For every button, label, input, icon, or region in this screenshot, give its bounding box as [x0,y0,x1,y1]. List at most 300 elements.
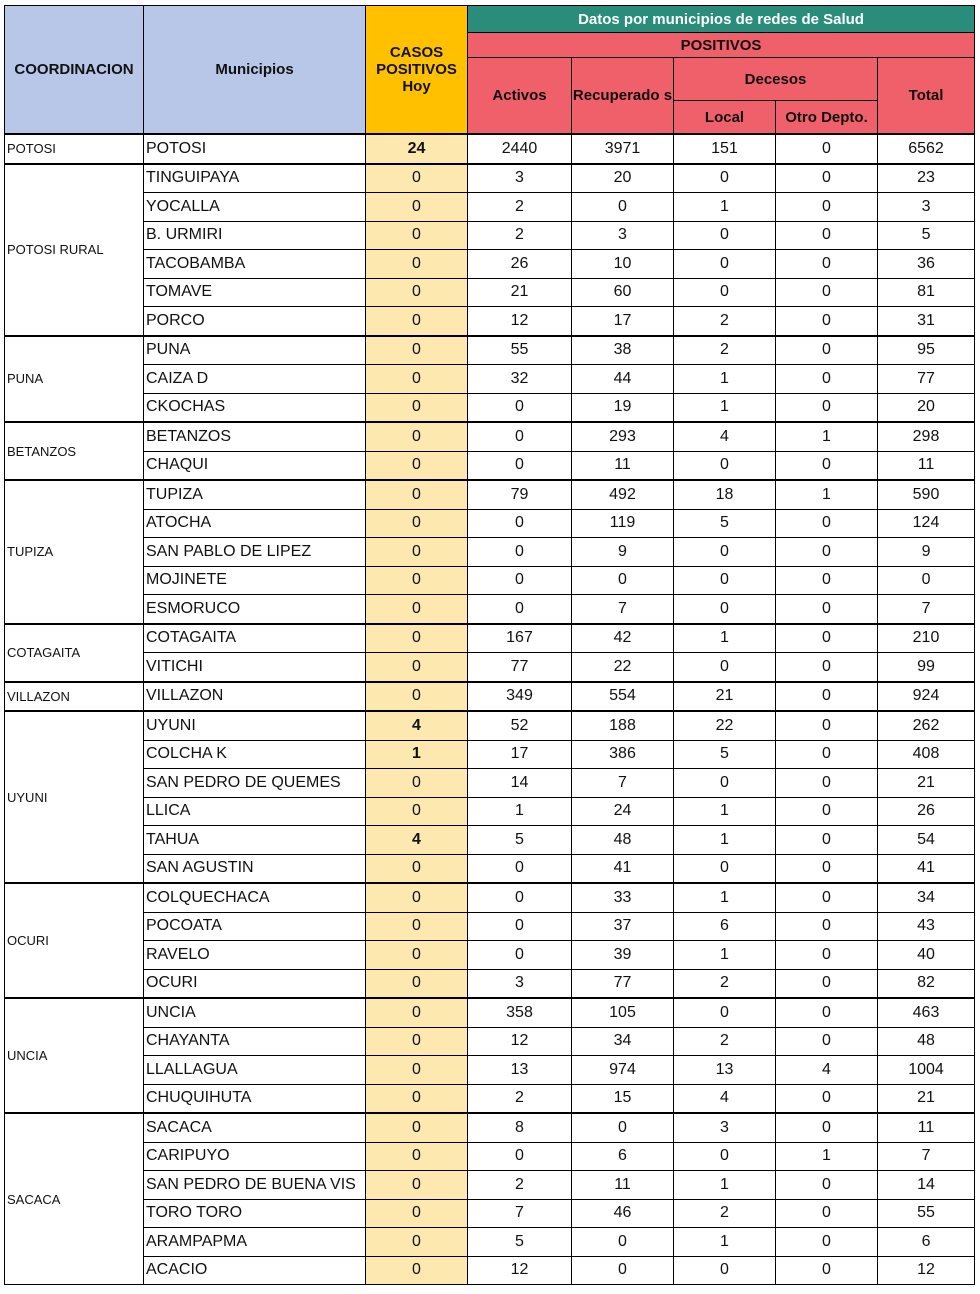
total-cell: 14 [878,1171,975,1200]
decesos-local-cell: 1 [674,193,776,222]
municipio-cell: VILLAZON [144,682,366,712]
municipio-cell: TUPIZA [144,480,366,509]
total-cell: 12 [878,1256,975,1285]
table-row [5,653,975,682]
header-total: Total [878,58,975,135]
casos-hoy-cell: 0 [366,221,468,250]
table-row [5,1199,975,1228]
municipio-cell: UYUNI [144,711,366,740]
table-row [5,969,975,998]
table-row [5,1113,975,1142]
total-cell: 924 [878,682,975,712]
total-cell: 9 [878,538,975,567]
casos-hoy-cell: 0 [366,624,468,653]
casos-hoy-cell: 0 [366,969,468,998]
activos-cell: 77 [468,653,572,682]
municipio-cell: POTOSI [144,134,366,164]
activos-cell: 3 [468,164,572,193]
header-decesos: Decesos [674,58,878,101]
casos-hoy-cell: 0 [366,797,468,826]
recuperados-cell: 41 [572,854,674,883]
activos-cell: 17 [468,740,572,769]
table-row [5,307,975,336]
activos-cell: 5 [468,1228,572,1257]
decesos-otro-cell: 1 [776,1142,878,1171]
decesos-local-cell: 1 [674,365,776,394]
decesos-local-cell: 2 [674,336,776,365]
municipio-cell: ESMORUCO [144,595,366,624]
municipio-cell: CHUQUIHUTA [144,1084,366,1113]
decesos-otro-cell: 0 [776,883,878,912]
municipio-cell: B. URMIRI [144,221,366,250]
decesos-otro-cell: 0 [776,538,878,567]
decesos-local-cell: 22 [674,711,776,740]
coordinacion-cell: VILLAZON [5,682,144,712]
activos-cell: 0 [468,941,572,970]
casos-hoy-cell: 0 [366,1142,468,1171]
decesos-otro-cell: 0 [776,1027,878,1056]
coordinacion-cell: OCURI [5,883,144,998]
decesos-otro-cell: 0 [776,509,878,538]
casos-hoy-cell: 0 [366,941,468,970]
total-cell: 3 [878,193,975,222]
recuperados-cell: 17 [572,307,674,336]
recuperados-cell: 37 [572,912,674,941]
decesos-otro-cell: 0 [776,1171,878,1200]
casos-hoy-cell: 0 [366,769,468,798]
recuperados-cell: 0 [572,566,674,595]
activos-cell: 12 [468,1027,572,1056]
coordinacion-cell: SACACA [5,1113,144,1285]
table-row [5,998,975,1027]
decesos-local-cell: 4 [674,1084,776,1113]
municipio-cell: TACOBAMBA [144,250,366,279]
header-recuperados: Recuperado s [572,58,674,135]
decesos-local-cell: 1 [674,797,776,826]
header-casos-hoy: CASOS POSITIVOS Hoy [366,6,468,135]
total-cell: 124 [878,509,975,538]
municipio-cell: SAN PEDRO DE BUENA VIS [144,1171,366,1200]
header-datos-redes: Datos por municipios de redes de Salud [468,6,975,33]
total-cell: 41 [878,854,975,883]
casos-hoy-cell: 0 [366,193,468,222]
decesos-otro-cell: 0 [776,826,878,855]
municipio-cell: SAN PEDRO DE QUEMES [144,769,366,798]
coordinacion-cell: PUNA [5,336,144,423]
recuperados-cell: 39 [572,941,674,970]
activos-cell: 0 [468,509,572,538]
casos-hoy-cell: 0 [366,307,468,336]
recuperados-cell: 119 [572,509,674,538]
municipio-cell: TAHUA [144,826,366,855]
table-row [5,912,975,941]
table-row [5,595,975,624]
decesos-local-cell: 18 [674,480,776,509]
decesos-otro-cell: 0 [776,998,878,1027]
table-row [5,883,975,912]
activos-cell: 3 [468,969,572,998]
activos-cell: 0 [468,595,572,624]
decesos-otro-cell: 0 [776,193,878,222]
decesos-otro-cell: 0 [776,1256,878,1285]
header-activos: Activos [468,58,572,135]
municipio-cell: CKOCHAS [144,393,366,422]
decesos-local-cell: 0 [674,998,776,1027]
municipio-cell: CHAQUI [144,451,366,480]
casos-hoy-cell: 0 [366,451,468,480]
table-row [5,134,975,164]
table-row [5,422,975,451]
recuperados-cell: 22 [572,653,674,682]
casos-hoy-cell: 0 [366,336,468,365]
decesos-local-cell: 2 [674,307,776,336]
total-cell: 11 [878,451,975,480]
activos-cell: 2 [468,1171,572,1200]
total-cell: 11 [878,1113,975,1142]
total-cell: 36 [878,250,975,279]
activos-cell: 2 [468,193,572,222]
recuperados-cell: 34 [572,1027,674,1056]
table-row [5,480,975,509]
total-cell: 40 [878,941,975,970]
table-row [5,566,975,595]
recuperados-cell: 7 [572,595,674,624]
decesos-otro-cell: 0 [776,250,878,279]
recuperados-cell: 48 [572,826,674,855]
activos-cell: 0 [468,566,572,595]
decesos-local-cell: 1 [674,826,776,855]
casos-hoy-cell: 0 [366,1113,468,1142]
municipio-cell: LLALLAGUA [144,1056,366,1085]
decesos-otro-cell: 0 [776,566,878,595]
coordinacion-cell: BETANZOS [5,422,144,480]
decesos-otro-cell: 0 [776,393,878,422]
recuperados-cell: 188 [572,711,674,740]
recuperados-cell: 6 [572,1142,674,1171]
decesos-otro-cell: 0 [776,164,878,193]
table-row [5,336,975,365]
casos-hoy-cell: 0 [366,1199,468,1228]
municipio-cell: TINGUIPAYA [144,164,366,193]
decesos-otro-cell: 0 [776,969,878,998]
municipio-cell: UNCIA [144,998,366,1027]
table-row [5,509,975,538]
municipio-cell: CAIZA D [144,365,366,394]
municipio-cell: TOMAVE [144,278,366,307]
municipio-cell: CHAYANTA [144,1027,366,1056]
activos-cell: 1 [468,797,572,826]
total-cell: 21 [878,1084,975,1113]
casos-hoy-cell: 0 [366,164,468,193]
decesos-local-cell: 0 [674,164,776,193]
table-row [5,278,975,307]
decesos-local-cell: 1 [674,941,776,970]
municipio-cell: SAN PABLO DE LIPEZ [144,538,366,567]
activos-cell: 8 [468,1113,572,1142]
recuperados-cell: 42 [572,624,674,653]
decesos-local-cell: 1 [674,1228,776,1257]
decesos-local-cell: 2 [674,1199,776,1228]
table-row [5,711,975,740]
casos-hoy-cell: 0 [366,250,468,279]
decesos-local-cell: 1 [674,1171,776,1200]
recuperados-cell: 77 [572,969,674,998]
municipio-cell: OCURI [144,969,366,998]
decesos-otro-cell: 0 [776,595,878,624]
decesos-local-cell: 151 [674,134,776,164]
casos-hoy-cell: 0 [366,278,468,307]
municipio-cell: ACACIO [144,1256,366,1285]
casos-hoy-cell: 0 [366,1027,468,1056]
decesos-otro-cell: 0 [776,769,878,798]
decesos-local-cell: 13 [674,1056,776,1085]
total-cell: 262 [878,711,975,740]
municipio-cell: BETANZOS [144,422,366,451]
recuperados-cell: 9 [572,538,674,567]
decesos-local-cell: 0 [674,653,776,682]
recuperados-cell: 0 [572,1256,674,1285]
municipio-cell: ARAMPAPMA [144,1228,366,1257]
table-row [5,451,975,480]
municipio-cell: SACACA [144,1113,366,1142]
total-cell: 82 [878,969,975,998]
total-cell: 6 [878,1228,975,1257]
decesos-otro-cell: 0 [776,1084,878,1113]
casos-hoy-cell: 0 [366,998,468,1027]
coordinacion-cell: POTOSI RURAL [5,164,144,336]
activos-cell: 26 [468,250,572,279]
header-municipios: Municipios [144,6,366,135]
table-row [5,365,975,394]
municipio-cell: PUNA [144,336,366,365]
casos-hoy-cell: 0 [366,1084,468,1113]
decesos-local-cell: 0 [674,250,776,279]
coordinacion-cell: POTOSI [5,134,144,164]
activos-cell: 7 [468,1199,572,1228]
decesos-local-cell: 0 [674,1142,776,1171]
activos-cell: 0 [468,912,572,941]
total-cell: 26 [878,797,975,826]
recuperados-cell: 3 [572,221,674,250]
decesos-otro-cell: 0 [776,854,878,883]
decesos-local-cell: 4 [674,422,776,451]
decesos-otro-cell: 0 [776,451,878,480]
recuperados-cell: 386 [572,740,674,769]
table-body [5,134,975,1285]
decesos-local-cell: 0 [674,278,776,307]
municipio-cell: RAVELO [144,941,366,970]
casos-hoy-cell: 0 [366,566,468,595]
decesos-local-cell: 0 [674,538,776,567]
total-cell: 408 [878,740,975,769]
activos-cell: 349 [468,682,572,712]
recuperados-cell: 11 [572,451,674,480]
decesos-local-cell: 0 [674,854,776,883]
total-cell: 590 [878,480,975,509]
recuperados-cell: 19 [572,393,674,422]
table-row [5,797,975,826]
table-row [5,1256,975,1285]
total-cell: 20 [878,393,975,422]
casos-hoy-cell: 0 [366,393,468,422]
casos-hoy-cell: 1 [366,740,468,769]
municipio-cell: COLQUECHACA [144,883,366,912]
municipio-cell: COTAGAITA [144,624,366,653]
recuperados-cell: 3971 [572,134,674,164]
recuperados-cell: 44 [572,365,674,394]
decesos-local-cell: 5 [674,740,776,769]
casos-hoy-cell: 0 [366,509,468,538]
table-row [5,538,975,567]
table-row [5,682,975,712]
activos-cell: 0 [468,451,572,480]
total-cell: 77 [878,365,975,394]
casos-hoy-cell: 0 [366,480,468,509]
decesos-local-cell: 5 [674,509,776,538]
total-cell: 31 [878,307,975,336]
casos-hoy-cell: 24 [366,134,468,164]
table-row [5,164,975,193]
recuperados-cell: 554 [572,682,674,712]
municipio-cell: LLICA [144,797,366,826]
table-row [5,826,975,855]
total-cell: 463 [878,998,975,1027]
total-cell: 95 [878,336,975,365]
header-positivos: POSITIVOS [468,33,975,58]
table-row [5,740,975,769]
activos-cell: 0 [468,883,572,912]
total-cell: 23 [878,164,975,193]
activos-cell: 12 [468,307,572,336]
coordinacion-cell: TUPIZA [5,480,144,624]
table-row [5,193,975,222]
municipio-cell: MOJINETE [144,566,366,595]
total-cell: 7 [878,595,975,624]
table-row [5,393,975,422]
decesos-otro-cell: 0 [776,365,878,394]
decesos-local-cell: 21 [674,682,776,712]
decesos-otro-cell: 0 [776,797,878,826]
decesos-otro-cell: 0 [776,682,878,712]
recuperados-cell: 0 [572,1113,674,1142]
recuperados-cell: 492 [572,480,674,509]
activos-cell: 167 [468,624,572,653]
activos-cell: 14 [468,769,572,798]
casos-hoy-cell: 0 [366,1228,468,1257]
decesos-local-cell: 0 [674,566,776,595]
activos-cell: 2440 [468,134,572,164]
activos-cell: 358 [468,998,572,1027]
table-row [5,1056,975,1085]
decesos-otro-cell: 0 [776,1199,878,1228]
activos-cell: 52 [468,711,572,740]
table-row [5,250,975,279]
activos-cell: 13 [468,1056,572,1085]
total-cell: 5 [878,221,975,250]
decesos-local-cell: 6 [674,912,776,941]
header-coordinacion: COORDINACION [5,6,144,135]
decesos-otro-cell: 0 [776,278,878,307]
decesos-otro-cell: 0 [776,740,878,769]
decesos-otro-cell: 0 [776,912,878,941]
total-cell: 1004 [878,1056,975,1085]
casos-hoy-cell: 0 [366,1056,468,1085]
decesos-otro-cell: 1 [776,422,878,451]
activos-cell: 0 [468,854,572,883]
decesos-otro-cell: 0 [776,134,878,164]
municipio-cell: SAN AGUSTIN [144,854,366,883]
municipio-cell: COLCHA K [144,740,366,769]
recuperados-cell: 105 [572,998,674,1027]
municipio-cell: PORCO [144,307,366,336]
header-otro-depto: Otro Depto. [776,101,878,135]
casos-hoy-cell: 0 [366,1171,468,1200]
recuperados-cell: 10 [572,250,674,279]
total-cell: 55 [878,1199,975,1228]
recuperados-cell: 20 [572,164,674,193]
recuperados-cell: 974 [572,1056,674,1085]
casos-hoy-cell: 0 [366,883,468,912]
decesos-otro-cell: 0 [776,1113,878,1142]
decesos-otro-cell: 0 [776,1228,878,1257]
covid-municipal-table [4,5,975,1285]
table-row [5,1228,975,1257]
recuperados-cell: 15 [572,1084,674,1113]
decesos-otro-cell: 0 [776,336,878,365]
activos-cell: 12 [468,1256,572,1285]
municipio-cell: VITICHI [144,653,366,682]
recuperados-cell: 0 [572,1228,674,1257]
casos-hoy-cell: 0 [366,912,468,941]
recuperados-cell: 293 [572,422,674,451]
casos-hoy-cell: 0 [366,682,468,712]
casos-hoy-cell: 0 [366,595,468,624]
activos-cell: 21 [468,278,572,307]
decesos-local-cell: 0 [674,451,776,480]
total-cell: 81 [878,278,975,307]
recuperados-cell: 24 [572,797,674,826]
recuperados-cell: 11 [572,1171,674,1200]
decesos-local-cell: 1 [674,624,776,653]
total-cell: 34 [878,883,975,912]
activos-cell: 0 [468,422,572,451]
coordinacion-cell: UNCIA [5,998,144,1113]
recuperados-cell: 0 [572,193,674,222]
header-local: Local [674,101,776,135]
decesos-local-cell: 0 [674,1256,776,1285]
decesos-local-cell: 1 [674,883,776,912]
casos-hoy-cell: 4 [366,711,468,740]
recuperados-cell: 38 [572,336,674,365]
casos-hoy-cell: 0 [366,1256,468,1285]
activos-cell: 0 [468,538,572,567]
total-cell: 21 [878,769,975,798]
total-cell: 6562 [878,134,975,164]
decesos-otro-cell: 0 [776,941,878,970]
table-row [5,854,975,883]
decesos-otro-cell: 0 [776,711,878,740]
total-cell: 7 [878,1142,975,1171]
decesos-otro-cell: 1 [776,480,878,509]
casos-hoy-cell: 0 [366,854,468,883]
table-row [5,941,975,970]
activos-cell: 0 [468,1142,572,1171]
total-cell: 298 [878,422,975,451]
activos-cell: 32 [468,365,572,394]
decesos-otro-cell: 4 [776,1056,878,1085]
recuperados-cell: 7 [572,769,674,798]
table-row [5,221,975,250]
